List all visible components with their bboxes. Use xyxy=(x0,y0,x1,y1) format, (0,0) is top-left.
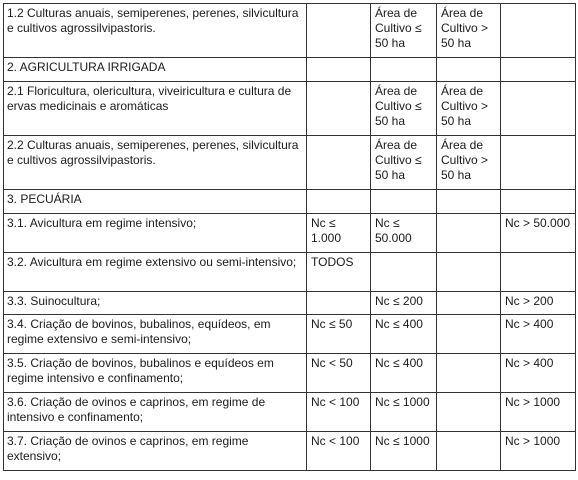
threshold-cell: Nc ≤ 50 xyxy=(307,315,371,354)
threshold-cell xyxy=(307,292,371,315)
threshold-cell xyxy=(501,136,576,190)
activity-cell: 3.7. Criação de ovinos e caprinos, em regime extensivo; xyxy=(4,432,307,471)
threshold-cell: Nc < 100 xyxy=(307,393,371,432)
threshold-cell xyxy=(501,82,576,136)
threshold-cell: Área de Cultivo > 50 ha xyxy=(437,4,501,58)
activity-classification-table xyxy=(3,3,576,471)
table-row xyxy=(4,432,576,471)
table-row xyxy=(4,253,576,292)
threshold-cell xyxy=(437,315,501,354)
threshold-cell: Nc > 400 xyxy=(501,354,576,393)
threshold-cell xyxy=(437,292,501,315)
threshold-cell xyxy=(307,190,371,214)
threshold-cell: Nc ≤ 50.000 xyxy=(371,214,437,253)
threshold-cell xyxy=(371,58,437,82)
threshold-cell xyxy=(307,136,371,190)
section-heading-cell: 3. PECUÁRIA xyxy=(4,190,307,214)
threshold-cell xyxy=(437,190,501,214)
table-row xyxy=(4,4,576,58)
table-row xyxy=(4,315,576,354)
table-row xyxy=(4,214,576,253)
activity-cell: 3.6. Criação de ovinos e caprinos, em regime de intensivo e confinamento; xyxy=(4,393,307,432)
threshold-cell xyxy=(501,190,576,214)
threshold-cell: Nc ≤ 1000 xyxy=(371,393,437,432)
threshold-cell xyxy=(501,4,576,58)
threshold-cell xyxy=(371,190,437,214)
section-row xyxy=(4,190,576,214)
threshold-cell: Área de Cultivo > 50 ha xyxy=(437,82,501,136)
threshold-cell xyxy=(307,82,371,136)
table-row xyxy=(4,136,576,190)
threshold-cell: Nc ≤ 1000 xyxy=(371,432,437,471)
threshold-cell xyxy=(501,253,576,292)
activity-cell: 3.4. Criação de bovinos, bubalinos, equídeos, em regime extensivo e semi-intensivo; xyxy=(4,315,307,354)
activity-cell: 3.5. Criação de bovinos, bubalinos e equídeos em regime intensivo e confinamento; xyxy=(4,354,307,393)
threshold-cell: Nc < 50 xyxy=(307,354,371,393)
activity-cell: 1.2 Culturas anuais, semiperenes, perenes, silvicultura e cultivos agrossilvipastoris. xyxy=(4,4,307,58)
activity-cell: 3.3. Suinocultura; xyxy=(4,292,307,315)
threshold-cell: TODOS xyxy=(307,253,371,292)
table-row xyxy=(4,82,576,136)
threshold-cell: Nc < 100 xyxy=(307,432,371,471)
threshold-cell xyxy=(371,253,437,292)
threshold-cell: Nc ≤ 1.000 xyxy=(307,214,371,253)
threshold-cell: Nc ≤ 400 xyxy=(371,354,437,393)
activity-cell: 2.2 Culturas anuais, semiperenes, perenes, silvicultura e cultivos agrossilvipastoris. xyxy=(4,136,307,190)
section-row xyxy=(4,58,576,82)
threshold-cell: Nc > 50.000 xyxy=(501,214,576,253)
table-row xyxy=(4,354,576,393)
activity-cell: 3.1. Avicultura em regime intensivo; xyxy=(4,214,307,253)
threshold-cell xyxy=(307,4,371,58)
activity-cell: 3.2. Avicultura em regime extensivo ou semi-intensivo; xyxy=(4,253,307,292)
activity-cell: 2.1 Floricultura, olericultura, viveiricultura e cultura de ervas medicinais e aromáticas xyxy=(4,82,307,136)
section-heading-cell: 2. AGRICULTURA IRRIGADA xyxy=(4,58,307,82)
threshold-cell: Nc ≤ 200 xyxy=(371,292,437,315)
threshold-cell: Nc > 400 xyxy=(501,315,576,354)
table-row xyxy=(4,292,576,315)
threshold-cell xyxy=(437,432,501,471)
threshold-cell: Área de Cultivo ≤ 50 ha xyxy=(371,136,437,190)
threshold-cell xyxy=(307,58,371,82)
threshold-cell xyxy=(437,354,501,393)
table-row xyxy=(4,393,576,432)
threshold-cell: Área de Cultivo ≤ 50 ha xyxy=(371,82,437,136)
threshold-cell: Nc > 1000 xyxy=(501,393,576,432)
threshold-cell: Área de Cultivo > 50 ha xyxy=(437,136,501,190)
threshold-cell xyxy=(437,393,501,432)
threshold-cell xyxy=(437,253,501,292)
threshold-cell xyxy=(437,58,501,82)
threshold-cell: Nc ≤ 400 xyxy=(371,315,437,354)
threshold-cell: Nc > 200 xyxy=(501,292,576,315)
threshold-cell: Nc > 1000 xyxy=(501,432,576,471)
threshold-cell: Área de Cultivo ≤ 50 ha xyxy=(371,4,437,58)
threshold-cell xyxy=(437,214,501,253)
threshold-cell xyxy=(501,58,576,82)
